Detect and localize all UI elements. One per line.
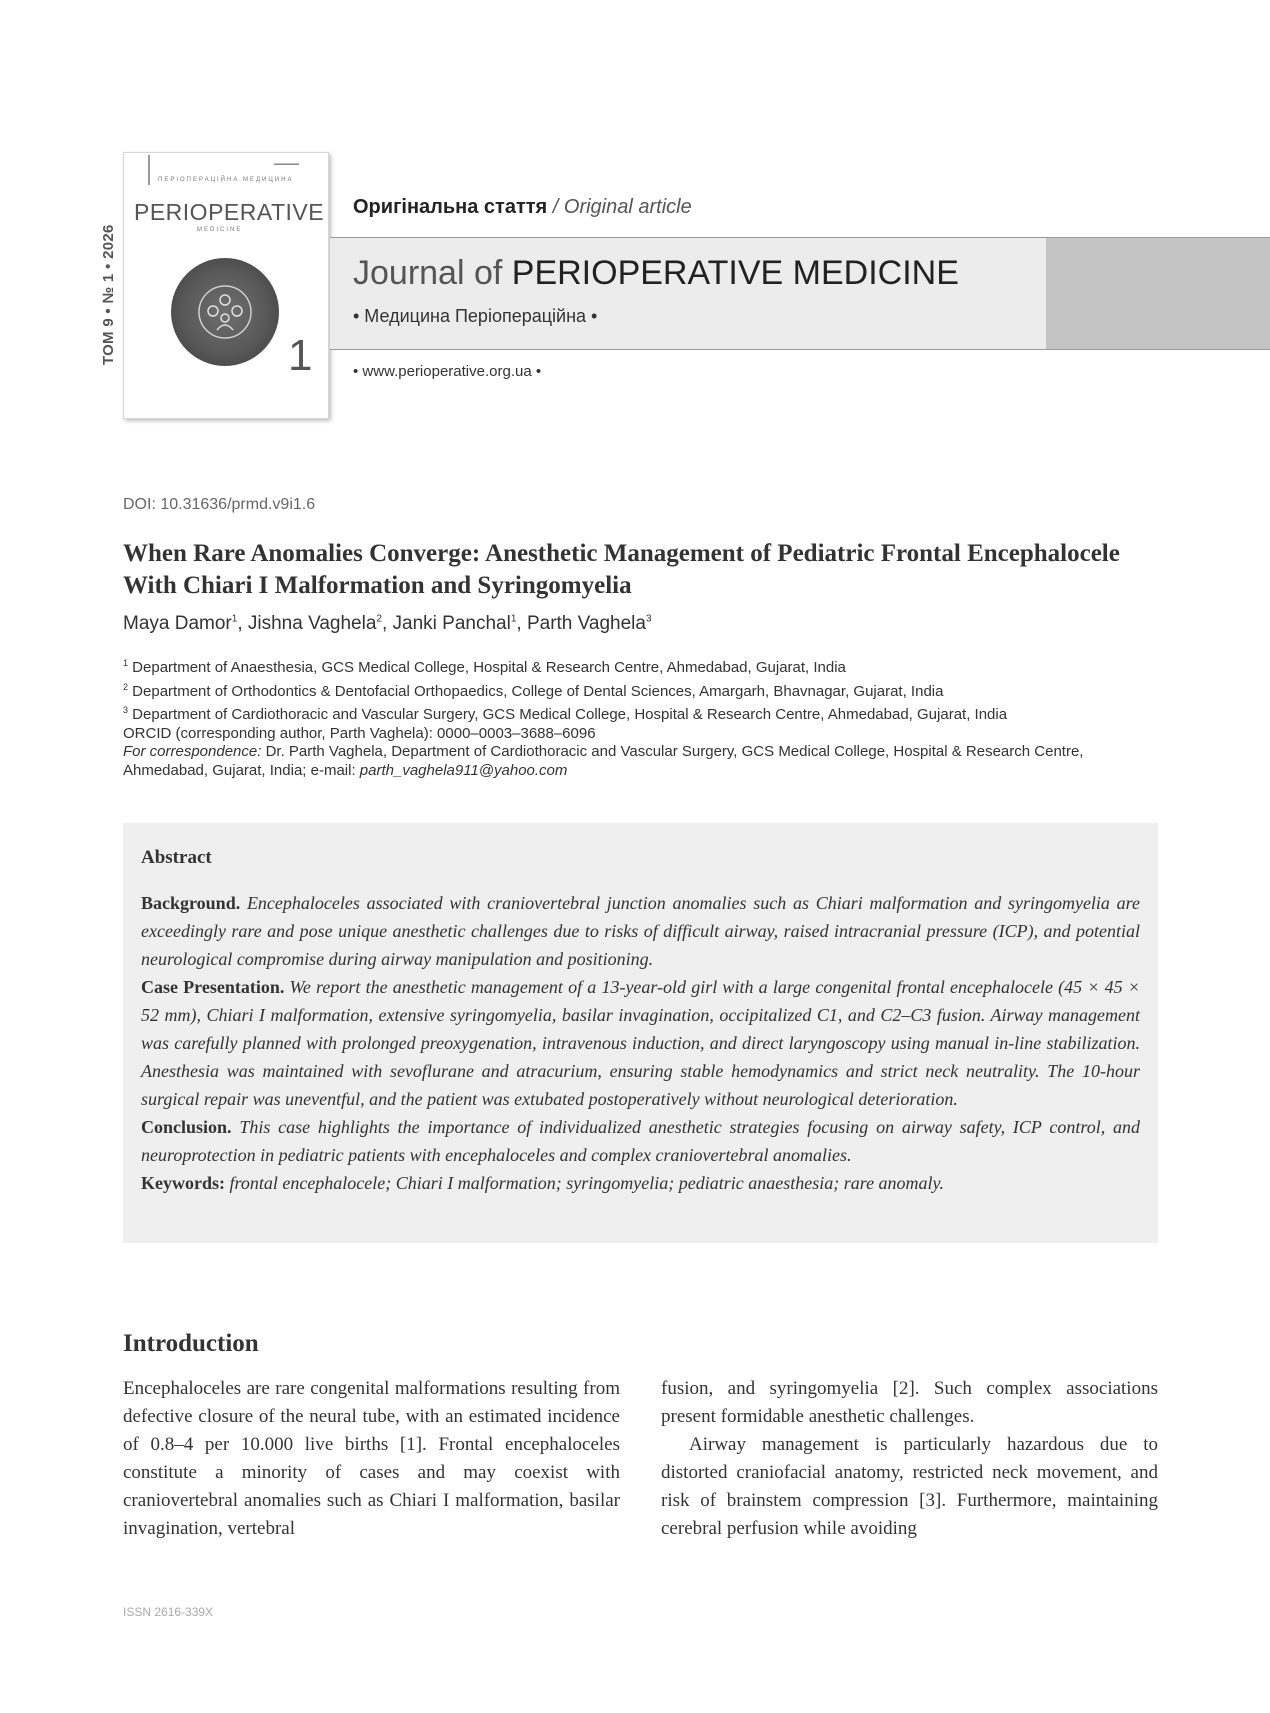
article-type — [353, 196, 692, 219]
affiliation-line — [123, 701, 1168, 725]
orcid-line: ORCID (corresponding author, Parth Vaghela): 0000–0003–3688–6096 — [123, 724, 596, 742]
correspondence-line — [123, 743, 1168, 762]
abstract-case — [141, 973, 1140, 1113]
abstract-label: Background. — [141, 893, 241, 913]
affiliation-line — [123, 678, 1168, 702]
affiliation-text: Department of Orthodontics & Dentofacial Orthopaedics, College of Dental Sciences, Amargarh, Bhavnagar, Gujarat, India — [128, 682, 944, 700]
volume-label: ТОМ 9 • № 1 • 2026 — [100, 224, 117, 365]
abstract-label: Keywords: — [141, 1173, 225, 1193]
affiliation-sup: 3 — [123, 705, 129, 715]
abstract-label: Case Presentation. — [141, 977, 285, 997]
doi[interactable]: DOI: 10.31636/prmd.v9i1.6 — [123, 496, 316, 513]
issn-footer: ISSN 2616-339X — [123, 1605, 214, 1619]
cover-small-print: ▬▬▬▬▬ — [274, 161, 299, 167]
correspondence-email[interactable]: parth_vaghela911@yahoo.com — [359, 761, 568, 779]
abstract-text: This case highlights the importance of individualized anesthetic strategies focusing on airway safety, ICP control, and neuroprotection in pediatric patients with encephaloceles and complex craniovertebral anomalies. — [141, 1117, 1140, 1165]
team-icon — [171, 258, 279, 366]
correspondence-label: For correspondence: — [123, 743, 262, 760]
abstract-box — [123, 823, 1158, 1243]
author-name: Jishna Vaghela — [247, 613, 377, 634]
affiliations — [123, 654, 1168, 780]
abstract-background — [141, 889, 1140, 973]
article-type-en: Original article — [563, 196, 692, 218]
journal-name-main: PERIOPERATIVE MEDICINE — [511, 254, 959, 292]
abstract-conclusion — [141, 1113, 1140, 1169]
article-title — [123, 538, 1163, 602]
body-paragraph: fusion, and syringomyelia [2]. Such complex associations present formidable anesthetic challenges. — [661, 1378, 1158, 1427]
body-column-left — [123, 1375, 620, 1543]
abstract-heading: Abstract — [141, 847, 212, 868]
author-sup: 1 — [231, 613, 238, 625]
section-heading-introduction: Introduction — [123, 1330, 259, 1357]
correspondence-text: Ahmedabad, Gujarat, India; e-mail: — [123, 761, 360, 779]
cover-issue-number: 1 — [288, 331, 313, 380]
correspondence-line — [123, 762, 1168, 781]
author-name: Maya Damor — [123, 613, 232, 634]
article-type-ua: Оригінальна стаття — [353, 196, 548, 218]
affiliation-text: Department of Anaesthesia, GCS Medical College, Hospital & Research Centre, Ahmedabad, Gujarat, India — [128, 659, 846, 676]
cover-title: PERIOPERATIVE — [134, 199, 325, 225]
author-sup: 2 — [376, 613, 382, 625]
affiliation-line — [123, 654, 1168, 678]
cover-needle-graphic — [148, 155, 150, 185]
abstract-text: frontal encephalocele; Chiari I malformation; syringomyelia; pediatric anaesthesia; rare anomaly. — [225, 1173, 945, 1193]
author-list: Maya Damor$^1$, Jishna Vaghela$^2$, Janki Panchal$^1$, Parth Vaghela$^3$ — [123, 613, 652, 634]
header-accent-block — [1046, 238, 1270, 349]
cover-subtitle: MEDICINE — [197, 227, 243, 233]
author-name: Janki Panchal — [392, 613, 511, 634]
journal-cover-thumbnail — [123, 152, 329, 419]
article-title-line: When Rare Anomalies Converge: Anesthetic Management of Pediatric Frontal Encephalocele — [123, 540, 1120, 567]
abstract-keywords — [141, 1169, 1140, 1197]
abstract-label: Conclusion. — [141, 1117, 232, 1137]
body-column-right — [661, 1375, 1158, 1543]
body-paragraph: Encephaloceles are rare congenital malformations resulting from defective closure of the neural tube, with an estimated incidence of 0.8–4 per 10.000 live births [1]. Frontal encephaloceles constitute a minority of cases and may coexist with craniovertebral anomalies such as Chiari I malformation, basilar invagination, vertebral — [123, 1378, 620, 1539]
article-title-line: With Chiari I Malformation and Syringomyelia — [123, 572, 632, 599]
abstract-text: We report the anesthetic management of a 13-year-old girl with a large congenital frontal encephalocele (45 × 45 × 52 mm), Chiari I malformation, extensive syringomyelia, basilar invagination, occipitalized C1, and C2–C3 fusion. Airway management was carefully planned with prolonged preoxygenation, intravenous induction, and direct laryngoscopy using manual in-line stabilization. Anesthesia was maintained with sevoflurane and atracurium, ensuring stable hemodynamics and strict neck neutrality. The 10-hour surgical repair was uneventful, and the patient was extubated postoperatively without neurological deterioration. — [141, 977, 1140, 1109]
affiliation-sup: 2 — [123, 681, 129, 692]
author-sup: 3 — [645, 613, 652, 625]
cover-logo-circle — [171, 258, 279, 366]
body-paragraph: Airway management is particularly hazardous due to distorted craniofacial anatomy, restricted neck movement, and risk of brainstem compression [3]. Furthermore, maintaining cerebral perfusion while avoiding — [661, 1434, 1158, 1539]
cover-top-line: ПЕРІОПЕРАЦІЙНА МЕДИЦИНА — [158, 177, 294, 183]
journal-name-prefix: Journal of — [353, 254, 512, 292]
article-type-separator: / — [547, 196, 564, 218]
affiliation-sup: 1 — [123, 658, 129, 668]
journal-website-link[interactable]: • www.perioperative.org.ua • — [353, 363, 542, 380]
abstract-text: Encephaloceles associated with craniovertebral junction anomalies such as Chiari malformation and syringomyelia are exceedingly rare and pose unique anesthetic challenges due to risks of difficult airway, raised intracranial pressure (ICP), and potential neurological compromise during airway manipulation and positioning. — [141, 893, 1140, 969]
author-sup: 1 — [510, 613, 517, 625]
journal-subtitle: • Медицина Періопераційна • — [353, 306, 598, 326]
author-name: Parth Vaghela — [526, 613, 646, 634]
correspondence-text: Dr. Parth Vaghela, Department of Cardiothoracic and Vascular Surgery, GCS Medical College, Hospital & Research Centre, — [261, 743, 1084, 760]
affiliation-text: Department of Cardiothoracic and Vascular Surgery, GCS Medical College, Hospital & Research Centre, Ahmedabad, Gujarat, India — [128, 706, 1008, 723]
journal-name — [353, 254, 959, 293]
abstract-body — [141, 889, 1140, 1197]
